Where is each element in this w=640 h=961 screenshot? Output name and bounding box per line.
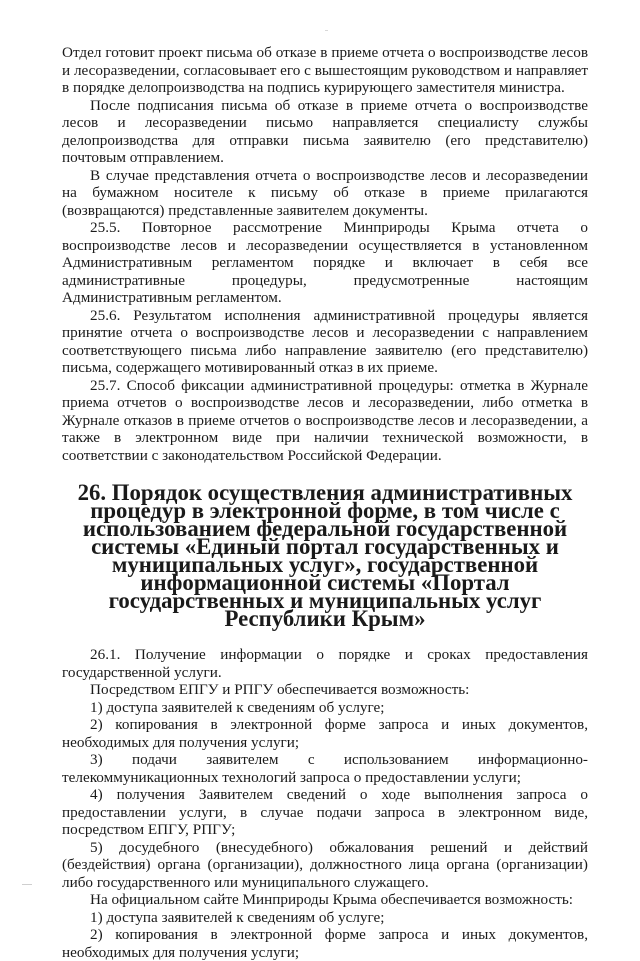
list-item-portal-1: 1) доступа заявителей к сведениям об услуге; <box>90 698 385 716</box>
paragraph-letter-sending: После подписания письма об отказе в приеме отчета о воспроизводстве лесов и лесоразведении письмо направляется специалисту службы делопроизводства для отправки письма заявителю (его представителю) почтовым отправлением. <box>62 96 588 166</box>
list-item-portal-5: 5) досудебного (внесудебного) обжалования решений и действий (бездействия) органа (организации), должностного лица органа (организации) либо государственного или муниципального служащего. <box>62 838 588 891</box>
scan-artifact <box>325 30 328 31</box>
list-item-site-2: 2) копирования в электронной форме запроса и иных документов, необходимых для получения услуги; <box>62 926 588 961</box>
paragraph-draft-refusal-letter: Отдел готовит проект письма об отказе в приеме отчета о воспроизводстве лесов и лесоразведении, согласовывает его с вышестоящим руководством и направляет в порядке делопроизводства на подпись курирующего заместителя министра. <box>62 44 588 96</box>
paragraph-25-6: 25.6. Результатом исполнения административной процедуры является принятие отчета о воспроизводстве лесов и лесоразведении с направлением соответствующего письма либо направление заявителю (его представителю) письма, содержащего мотивированный отказ в их приеме. <box>62 306 588 376</box>
section-26-body <box>62 646 588 961</box>
paragraph-26-1: 26.1. Получение информации о порядке и сроках предоставления государственной услуги. <box>62 646 588 681</box>
list-item-portal-3: 3) подачи заявителем с использованием информационно-телекоммуникационных технологий запроса о предоставлении услуги; <box>62 751 588 786</box>
paragraph-25-7: 25.7. Способ фиксации административной процедуры: отметка в Журнале приема отчетов о воспроизводстве лесов и лесоразведении, либо отметка в Журнале отказов в приеме отчетов о воспроизводстве лесов и лесоразведении, а также в электронном виде при наличии технической возможности, в соответствии с законодательством Российской Федерации. <box>62 376 588 464</box>
paragraph-25-5: 25.5. Повторное рассмотрение Минприроды Крыма отчета о воспроизводстве лесов и лесоразведении осуществляется в установленном Административным регламентом порядке и включает в себя все административные процедуры, предусмотренные настоящим Административным регламентом. <box>62 219 588 306</box>
list-item-portal-4: 4) получения Заявителем сведений о ходе выполнения запроса о предоставлении услуги, в случае подачи запроса в электронном виде, посредством ЕПГУ, РПГУ; <box>62 786 588 838</box>
scan-artifact <box>22 884 32 885</box>
paragraph-official-site-intro: На официальном сайте Минприроды Крыма обеспечивается возможность: <box>90 891 573 908</box>
section-26-heading: 26. Порядок осуществления административных процедур в электронной форме, в том числе с использованием федеральной государственной системы «Единый портал государственных и муниципальных услуг», государственной информационной системы «Портал государственных и муниципальных услуг Республики Крым» <box>77 480 573 631</box>
section-25-continuation <box>62 44 588 464</box>
list-item-portal-2: 2) копирования в электронной форме запроса и иных документов, необходимых для получения услуги; <box>62 716 588 751</box>
list-item-site-1: 1) доступа заявителей к сведениям об услуге; <box>90 908 385 926</box>
paragraph-portal-capabilities-intro: Посредством ЕПГУ и РПГУ обеспечивается возможность: <box>90 681 470 698</box>
paragraph-paper-documents-return: В случае представления отчета о воспроизводстве лесов и лесоразведении на бумажном носителе к письму об отказе в приеме прилагаются (возвращаются) представленные заявителем документы. <box>62 166 588 219</box>
